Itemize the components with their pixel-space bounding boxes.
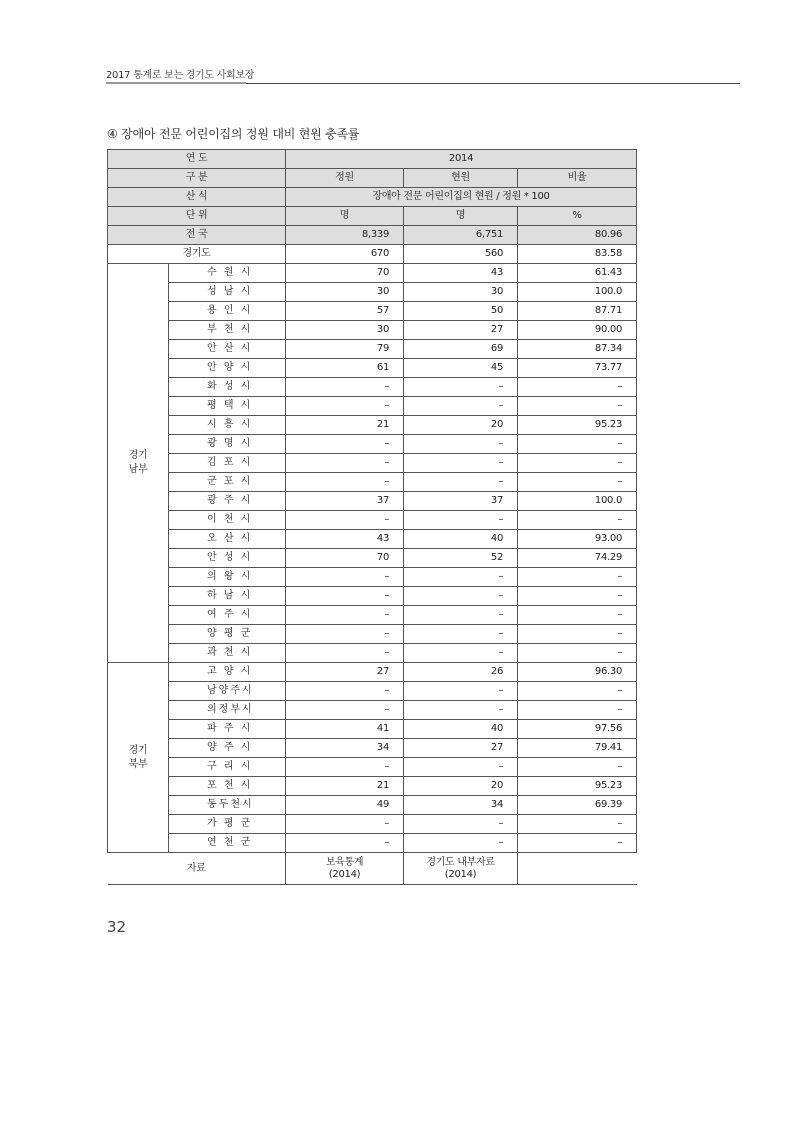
ratio-cell: – [518, 435, 637, 454]
capacity-cell: – [286, 568, 404, 587]
gyeonggi-row [108, 245, 637, 264]
capacity-cell: 37 [286, 492, 404, 511]
national-ratio: 80.96 [518, 226, 637, 245]
national-current: 6,751 [404, 226, 518, 245]
capacity-cell: – [286, 378, 404, 397]
header-rule [246, 83, 740, 84]
current-cell: – [404, 625, 518, 644]
source-1-name: 보육통계 [325, 856, 364, 868]
capacity-cell: – [286, 606, 404, 625]
capacity-cell: – [286, 758, 404, 777]
region-label: 부 천 시 [169, 321, 286, 340]
current-cell: 37 [404, 492, 518, 511]
ratio-cell: 93.00 [518, 530, 637, 549]
current-cell: – [404, 758, 518, 777]
table-row [108, 587, 637, 606]
table-row [108, 397, 637, 416]
table-row [108, 644, 637, 663]
ratio-cell: 61.43 [518, 264, 637, 283]
region-label: 수 원 시 [169, 264, 286, 283]
region-label: 구 리 시 [169, 758, 286, 777]
ratio-cell: – [518, 454, 637, 473]
ratio-cell: 90.00 [518, 321, 637, 340]
capacity-cell: 70 [286, 549, 404, 568]
ratio-cell: – [518, 625, 637, 644]
table-row [108, 264, 637, 283]
unit-current: 명 [404, 207, 518, 226]
table-row [108, 758, 637, 777]
region-label: 김 포 시 [169, 454, 286, 473]
current-cell: – [404, 511, 518, 530]
formula-row [108, 188, 637, 207]
source-2-year: (2014) [444, 868, 477, 880]
capacity-cell: 41 [286, 720, 404, 739]
table-row [108, 340, 637, 359]
table-row [108, 549, 637, 568]
national-label: 전 국 [108, 226, 286, 245]
ratio-cell: 79.41 [518, 739, 637, 758]
gyeonggi-current: 560 [404, 245, 518, 264]
south-group-cell [108, 264, 169, 663]
south-group-sublabel: 남부 [128, 464, 148, 475]
capacity-cell: 27 [286, 663, 404, 682]
table-row [108, 701, 637, 720]
current-cell: 27 [404, 321, 518, 340]
table-row [108, 530, 637, 549]
capacity-cell: 61 [286, 359, 404, 378]
table-row [108, 435, 637, 454]
ratio-cell: – [518, 682, 637, 701]
source-2-name: 경기도 내부자료 [426, 856, 495, 868]
ratio-cell: – [518, 397, 637, 416]
capacity-cell: 57 [286, 302, 404, 321]
ratio-cell: 87.71 [518, 302, 637, 321]
capacity-cell: – [286, 587, 404, 606]
region-label: 안 성 시 [169, 549, 286, 568]
category-label: 구 분 [108, 169, 286, 188]
region-label: 고 양 시 [169, 663, 286, 682]
current-cell: 52 [404, 549, 518, 568]
region-label: 안 산 시 [169, 340, 286, 359]
region-label: 군 포 시 [169, 473, 286, 492]
col-header-ratio: 비율 [518, 169, 637, 188]
table-row [108, 473, 637, 492]
ratio-cell: – [518, 606, 637, 625]
current-cell: 20 [404, 777, 518, 796]
region-label: 안 양 시 [169, 359, 286, 378]
gyeonggi-capacity: 670 [286, 245, 404, 264]
current-cell: – [404, 701, 518, 720]
table-row [108, 302, 637, 321]
gyeonggi-label: 경기도 [108, 245, 286, 264]
source-label: 자료 [108, 853, 286, 885]
formula-value: 장애아 전문 어린이집의 현원 / 정원 * 100 [286, 188, 637, 207]
unit-label: 단 위 [108, 207, 286, 226]
capacity-cell: 30 [286, 321, 404, 340]
national-capacity: 8,339 [286, 226, 404, 245]
source-2 [404, 853, 518, 885]
current-cell: – [404, 454, 518, 473]
current-cell: – [404, 473, 518, 492]
table-row [108, 454, 637, 473]
ratio-cell: – [518, 587, 637, 606]
region-label: 포 천 시 [169, 777, 286, 796]
capacity-table [107, 149, 637, 885]
ratio-cell: – [518, 834, 637, 853]
table-row [108, 663, 637, 682]
capacity-cell: 34 [286, 739, 404, 758]
region-label: 오 산 시 [169, 530, 286, 549]
region-label: 광 주 시 [169, 492, 286, 511]
gyeonggi-ratio: 83.58 [518, 245, 637, 264]
table-row [108, 283, 637, 302]
current-cell: – [404, 587, 518, 606]
capacity-cell: – [286, 511, 404, 530]
ratio-cell: 96.30 [518, 663, 637, 682]
current-cell: 20 [404, 416, 518, 435]
current-cell: – [404, 682, 518, 701]
running-header: 2017 통계로 보는 경기도 사회보장 [106, 70, 255, 81]
capacity-cell: – [286, 644, 404, 663]
table-row [108, 796, 637, 815]
capacity-cell: – [286, 682, 404, 701]
capacity-cell: 49 [286, 796, 404, 815]
national-row [108, 226, 637, 245]
capacity-cell: 21 [286, 777, 404, 796]
table-row [108, 378, 637, 397]
table-row [108, 416, 637, 435]
ratio-cell: – [518, 473, 637, 492]
south-group-label: 경기 [128, 450, 148, 461]
year-row [108, 150, 637, 169]
region-label: 동두천시 [169, 796, 286, 815]
capacity-cell: – [286, 473, 404, 492]
region-label: 광 명 시 [169, 435, 286, 454]
region-label: 시 흥 시 [169, 416, 286, 435]
current-cell: – [404, 435, 518, 454]
region-label: 의 왕 시 [169, 568, 286, 587]
current-cell: – [404, 568, 518, 587]
ratio-cell: – [518, 644, 637, 663]
header-underline [106, 82, 246, 84]
current-cell: 50 [404, 302, 518, 321]
ratio-cell: 73.77 [518, 359, 637, 378]
table-row [108, 492, 637, 511]
ratio-cell: – [518, 815, 637, 834]
region-label: 평 택 시 [169, 397, 286, 416]
source-1 [286, 853, 404, 885]
table-row [108, 682, 637, 701]
current-cell: 43 [404, 264, 518, 283]
ratio-cell: 95.23 [518, 416, 637, 435]
col-header-current: 현원 [404, 169, 518, 188]
table-row [108, 625, 637, 644]
table-row [108, 777, 637, 796]
region-label: 과 천 시 [169, 644, 286, 663]
capacity-cell: – [286, 815, 404, 834]
current-cell: – [404, 815, 518, 834]
capacity-cell: 43 [286, 530, 404, 549]
capacity-cell: 30 [286, 283, 404, 302]
region-label: 의정부시 [169, 701, 286, 720]
north-group-sublabel: 북부 [128, 758, 148, 770]
region-label: 양 주 시 [169, 739, 286, 758]
table-row [108, 720, 637, 739]
region-label: 연 천 군 [169, 834, 286, 853]
col-header-capacity: 정원 [286, 169, 404, 188]
table-row [108, 739, 637, 758]
ratio-cell: – [518, 568, 637, 587]
region-label: 하 남 시 [169, 587, 286, 606]
current-cell: – [404, 644, 518, 663]
table-row [108, 511, 637, 530]
source-empty [518, 853, 637, 885]
capacity-cell: – [286, 435, 404, 454]
source-row [108, 853, 637, 885]
capacity-cell: – [286, 701, 404, 720]
formula-label: 산 식 [108, 188, 286, 207]
region-label: 용 인 시 [169, 302, 286, 321]
unit-ratio: % [518, 207, 637, 226]
ratio-cell: – [518, 511, 637, 530]
page-number: 32 [107, 918, 127, 936]
current-cell: 69 [404, 340, 518, 359]
capacity-cell: 21 [286, 416, 404, 435]
region-label: 가 평 군 [169, 815, 286, 834]
current-cell: – [404, 378, 518, 397]
ratio-cell: 100.0 [518, 492, 637, 511]
current-cell: – [404, 397, 518, 416]
table-row [108, 815, 637, 834]
table-row [108, 321, 637, 340]
table-row [108, 359, 637, 378]
capacity-cell: 79 [286, 340, 404, 359]
current-cell: 26 [404, 663, 518, 682]
region-label: 남양주시 [169, 682, 286, 701]
capacity-cell: 70 [286, 264, 404, 283]
category-row [108, 169, 637, 188]
current-cell: 45 [404, 359, 518, 378]
ratio-cell: 74.29 [518, 549, 637, 568]
capacity-cell: – [286, 625, 404, 644]
current-cell: 30 [404, 283, 518, 302]
region-label: 화 성 시 [169, 378, 286, 397]
table-row [108, 606, 637, 625]
ratio-cell: – [518, 758, 637, 777]
current-cell: – [404, 606, 518, 625]
ratio-cell: 100.0 [518, 283, 637, 302]
current-cell: 40 [404, 530, 518, 549]
unit-row [108, 207, 637, 226]
region-label: 이 천 시 [169, 511, 286, 530]
ratio-cell: 87.34 [518, 340, 637, 359]
ratio-cell: 95.23 [518, 777, 637, 796]
table-row [108, 568, 637, 587]
ratio-cell: 97.56 [518, 720, 637, 739]
capacity-cell: – [286, 834, 404, 853]
current-cell: 27 [404, 739, 518, 758]
table-row [108, 834, 637, 853]
section-title: ④ 장애아 전문 어린이집의 정원 대비 현원 충족률 [107, 127, 360, 141]
current-cell: 40 [404, 720, 518, 739]
year-value: 2014 [286, 150, 637, 169]
unit-capacity: 명 [286, 207, 404, 226]
north-group-label: 경기 [128, 744, 148, 756]
region-label: 양 평 군 [169, 625, 286, 644]
north-group-cell [108, 663, 169, 853]
ratio-cell: 69.39 [518, 796, 637, 815]
region-label: 여 주 시 [169, 606, 286, 625]
source-1-year: (2014) [328, 868, 361, 880]
ratio-cell: – [518, 701, 637, 720]
capacity-cell: – [286, 397, 404, 416]
capacity-cell: – [286, 454, 404, 473]
region-label: 파 주 시 [169, 720, 286, 739]
ratio-cell: – [518, 378, 637, 397]
region-label: 성 남 시 [169, 283, 286, 302]
year-label: 연 도 [108, 150, 286, 169]
current-cell: 34 [404, 796, 518, 815]
current-cell: – [404, 834, 518, 853]
